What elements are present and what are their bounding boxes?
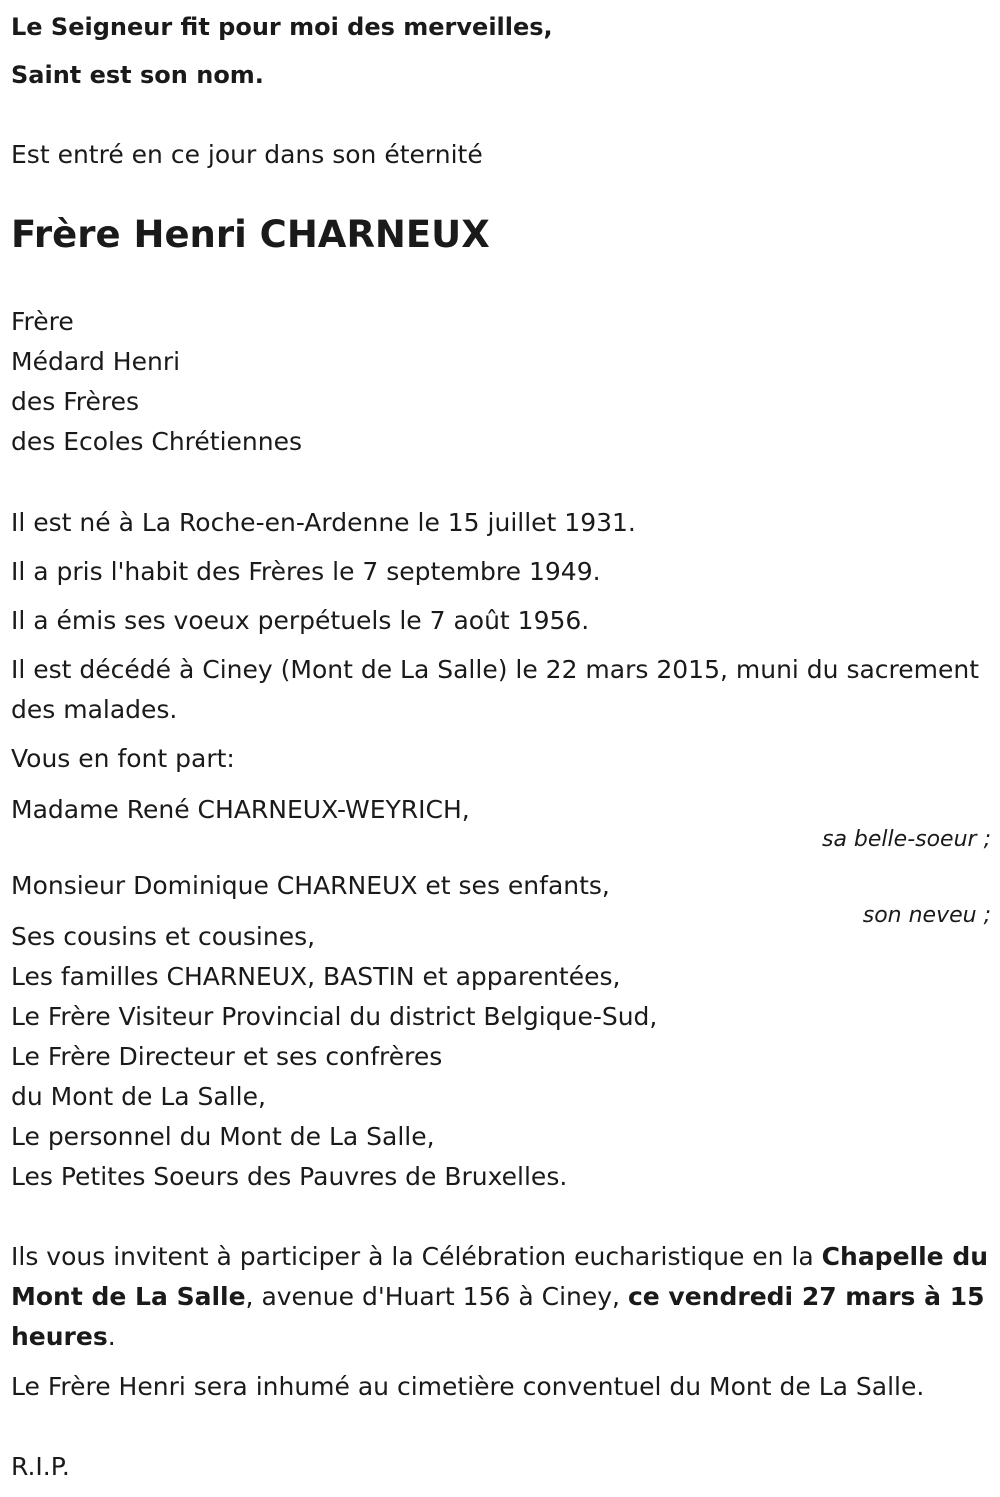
- ceremony-place: Chapelle du Mont de La Salle: [11, 1242, 989, 1311]
- religious-titles: [11, 302, 302, 462]
- mourner-line: Le personnel du Mont de La Salle,: [11, 1122, 435, 1151]
- title-line: des Ecoles Chrétiennes: [11, 427, 302, 456]
- fact-birth: Il est né à La Roche-en-Ardenne le 15 juillet 1931.: [11, 508, 636, 537]
- other-mourners: [11, 917, 657, 1197]
- intro-text: Est entré en ce jour dans son éternité: [11, 140, 483, 169]
- biography-facts: [11, 503, 991, 788]
- relation-role: sa belle-soeur ;: [822, 827, 991, 852]
- fact-habit: Il a pris l'habit des Frères le 7 septembre 1949.: [11, 557, 601, 586]
- deceased-name: Frère Henri CHARNEUX: [11, 213, 490, 256]
- mourner-line: Ses cousins et cousines,: [11, 922, 316, 951]
- ceremony-invitation: [11, 1237, 991, 1357]
- verse-line-1: Le Seigneur fit pour moi des merveilles,: [11, 13, 553, 41]
- invitation-address: , avenue d'Huart 156 à Ciney,: [245, 1282, 628, 1311]
- burial-note: Le Frère Henri sera inhumé au cimetière conventuel du Mont de La Salle.: [11, 1372, 925, 1401]
- title-line: des Frères: [11, 387, 140, 416]
- title-line: Médard Henri: [11, 347, 181, 376]
- mourner-line: Le Frère Directeur et ses confrères: [11, 1042, 443, 1071]
- announcement-lead: Vous en font part:: [11, 744, 235, 773]
- fact-vows: Il a émis ses voeux perpétuels le 7 août 1956.: [11, 606, 590, 635]
- mourner-line: Les familles CHARNEUX, BASTIN et apparentées,: [11, 962, 621, 991]
- mourner-line: Le Frère Visiteur Provincial du district Belgique-Sud,: [11, 1002, 658, 1031]
- ceremony-datetime: ce vendredi 27 mars à 15 heures: [11, 1282, 985, 1351]
- invitation-end: .: [107, 1322, 116, 1351]
- relation-name: Monsieur Dominique CHARNEUX et ses enfants,: [11, 871, 610, 900]
- relation-name: Madame René CHARNEUX-WEYRICH,: [11, 795, 470, 824]
- verse-line-2: Saint est son nom.: [11, 61, 264, 89]
- invitation-text: Ils vous invitent à participer à la Célébration eucharistique en la: [11, 1242, 822, 1271]
- relation-role: son neveu ;: [862, 903, 991, 928]
- fact-death: Il est décédé à Ciney (Mont de La Salle) le 22 mars 2015, muni du sacrement des malades.: [11, 655, 980, 724]
- title-line: Frère: [11, 307, 74, 336]
- mourner-line: Les Petites Soeurs des Pauvres de Bruxelles.: [11, 1162, 568, 1191]
- closing-rip: R.I.P.: [11, 1452, 70, 1481]
- mourner-line: du Mont de La Salle,: [11, 1082, 266, 1111]
- family-relations: [11, 790, 991, 928]
